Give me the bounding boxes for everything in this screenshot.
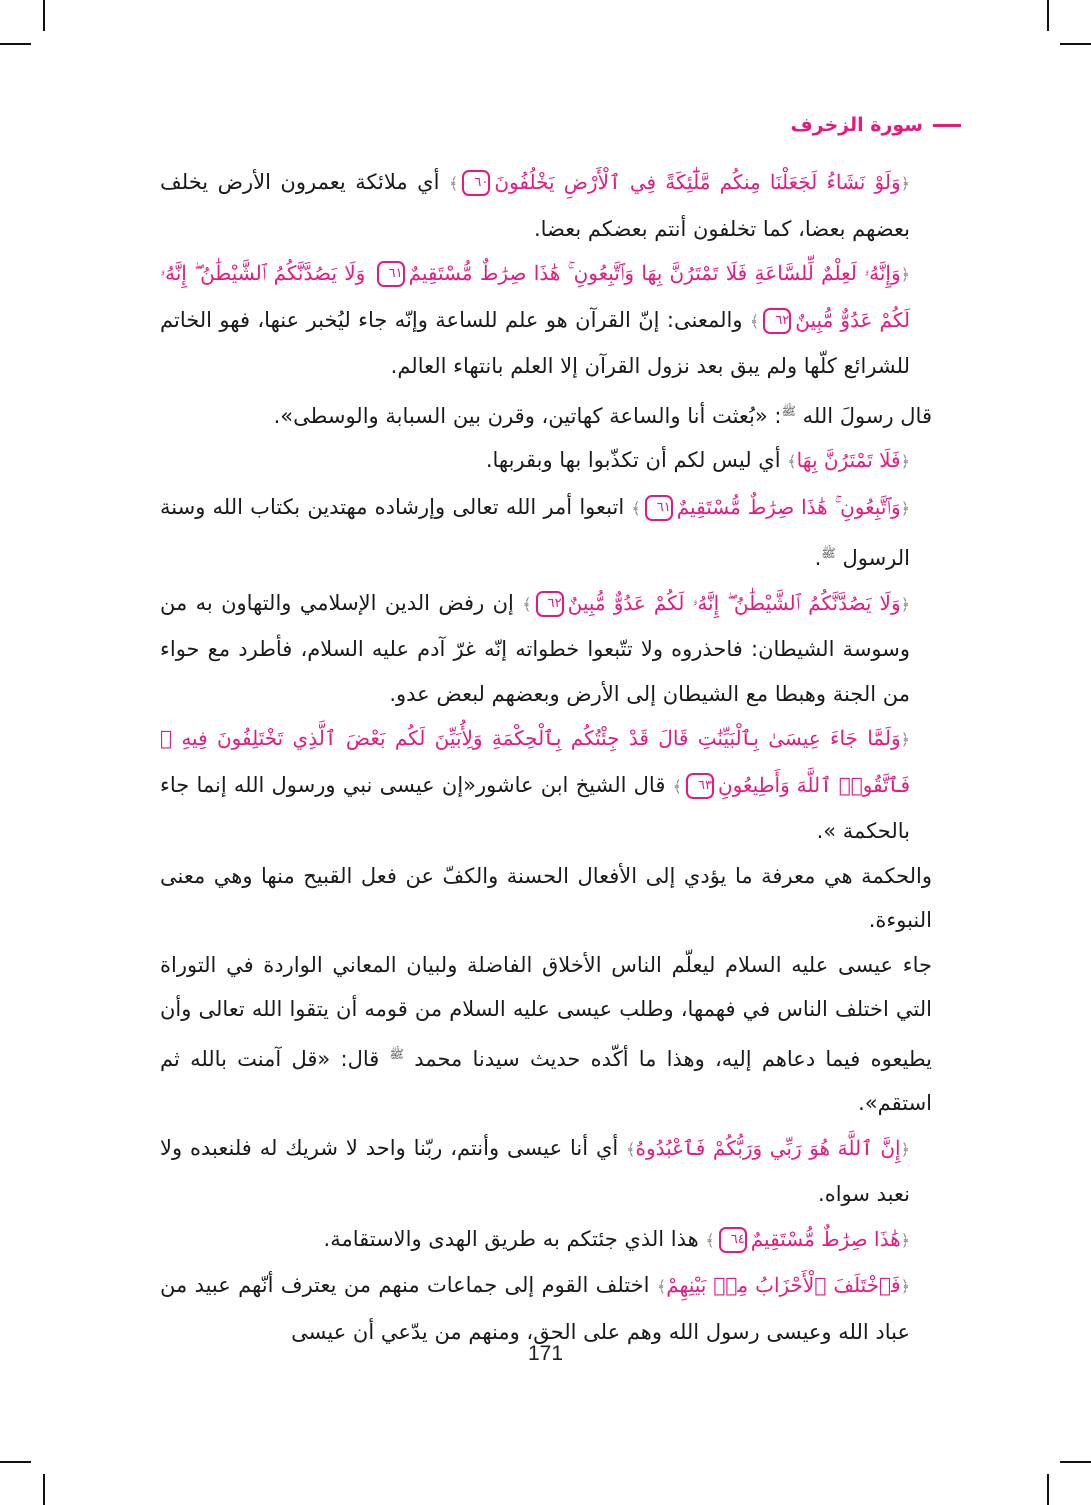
ayah-number-medallion-icon: ٦٢ (536, 591, 564, 617)
ornate-bracket-open-icon: ﴿ (900, 452, 910, 471)
quran-verse: إِنَّ ٱللَّهَ هُوَ رَبِّي وَرَبُّكُمْ فَٱعْبُدُوهُ (635, 1135, 901, 1160)
quran-verse: وَإِنَّهُۥ لَعِلْمٌ لِّلسَّاعَةِ فَلَا تَمْتَرُنَّ بِهَا وَٱتَّبِعُونِ ۚ هَٰذَا صِرَٰطٌ مُّسْتَقِيمٌ (408, 261, 901, 285)
paragraph (160, 389, 932, 439)
paragraph (160, 438, 932, 485)
ornate-bracket-close-icon: ﴾ (749, 311, 760, 331)
running-header (791, 114, 961, 136)
ornate-bracket-close-icon: ﴾ (448, 174, 459, 193)
ayah-number-medallion-icon: ٦١ (377, 261, 405, 287)
commentary-text: والحكمة هي معرفة ما يؤدي إلى الأفعال الحسنة والكفّ عن فعل القبيح منها وهي معنى النبوءة. (160, 863, 932, 932)
ornate-bracket-close-icon: ﴾ (626, 1139, 636, 1159)
paragraph (160, 581, 932, 717)
ayah-number-medallion-icon: ٦٠ (462, 170, 490, 196)
salutation-ligature-icon: ﷺ (781, 403, 796, 418)
ornate-bracket-close-icon: ﴾ (631, 498, 641, 518)
commentary-text: جاء عيسى عليه السلام ليعلّم الناس الأخلاق الفاضلة ولبيان المعاني الواردة في التوراة التي اختلف الناس في فهمها، وطلب عيسى عليه السلام من قومه أن يتقوا الله تعالى وأن يطيعوه فيما دعاهم إليه، وهذا ما أكّده حديث سيدنا محمد (160, 952, 932, 1071)
salutation-ligature-icon: ﷺ (389, 1046, 405, 1061)
ornate-bracket-open-icon: ﴿ (900, 730, 910, 749)
quran-verse: وَٱتَّبِعُونِ ۚ هَٰذَا صِرَٰطٌ مُّسْتَقِيمٌ (676, 494, 901, 519)
commentary-text: اختلف القوم إلى جماعات منهم من يعترف أنّهم عبيد من عباد الله وعيسى رسول الله وهم على الحق، ومنهم من يدّعي أن عيسى (160, 1273, 910, 1344)
crop-mark-top-right-horizontal (1060, 43, 1091, 45)
ornate-bracket-close-icon: ﴾ (705, 1230, 715, 1250)
quran-verse: فَلَا تَمْتَرُنَّ بِهَا (796, 448, 901, 472)
crop-mark-bottom-right-vertical (1047, 1474, 1049, 1505)
ornate-bracket-open-icon: ﴿ (900, 1230, 910, 1250)
ornate-bracket-open-icon: ﴿ (900, 265, 910, 284)
ayah-number-medallion-icon: ٦٢ (763, 308, 791, 334)
quran-verse: وَلَا يَصُدَّنَّكُمُ ٱلشَّيْطَٰنُ ۖ إِنَّهُۥ لَكُمْ عَدُوٌّ مُّبِينٌ (567, 590, 901, 615)
quran-verse: وَلَمَّا جَاءَ عِيسَىٰ بِٱلْبَيِّنَٰتِ قَالَ قَدْ جِئْتُكُم بِٱلْحِكْمَةِ وَلِأُبَيِّنَ لَكُم بَعْضَ ٱلَّذِي تَخْتَلِفُونَ فِيهِ ۖ فَٱتَّقُوا۟ ٱللَّهَ وَأَطِيعُونِ (160, 726, 910, 797)
commentary-text: والمعنى: إنّ القرآن هو علم للساعة وإنّه جاء ليُخبر عنها، فهو الخاتم للشرائع كلّها ولم يبق بعد نزول القرآن إلا العلم بانتهاء العالم. (160, 307, 910, 378)
crop-mark-bottom-right-horizontal (1060, 1461, 1091, 1463)
ayah-number-medallion-icon: ٦٤ (719, 1227, 747, 1253)
commentary-text: هذا الذي جئتكم به طريق الهدى والاستقامة. (323, 1226, 706, 1251)
paragraph (160, 943, 932, 1126)
paragraph (160, 485, 932, 581)
quran-verse: هَٰذَا صِرَٰطٌ مُّسْتَقِيمٌ (750, 1226, 901, 1251)
crop-mark-top-left-vertical (43, 0, 45, 31)
surah-title: سورة الزخرف (790, 114, 923, 136)
commentary-text: قال: «قل آمنت بالله ثم استقم». (160, 1046, 932, 1115)
commentary-text: قال الشيخ ابن عاشور«إن عيسى نبي ورسول الله إنما جاء بالحكمة ». (160, 772, 910, 843)
paragraph (160, 160, 932, 251)
ornate-bracket-open-icon: ﴿ (900, 498, 910, 518)
commentary-text: إن رفض الدين الإسلامي والتهاون به من وسوسة الشيطان: فاحذروه ولا تتّبعوا خطواته إنّه غرّ آدم عليه السلام، فأطرد مع حواء من الجنة وهبطا مع الشيطان إلى الأرض وبعضهم لبعض عدو. (160, 590, 910, 706)
crop-mark-bottom-left-horizontal (0, 1461, 31, 1463)
paragraph (160, 716, 932, 854)
header-rule (933, 124, 961, 127)
ornate-bracket-close-icon: ﴾ (787, 452, 797, 471)
commentary-text: أي أنا عيسى وأنتم، ربّنا واحد لا شريك له فلنعبده ولا نعبد سواه. (160, 1135, 910, 1206)
ornate-bracket-open-icon: ﴿ (900, 1277, 910, 1296)
commentary-text: : «بُعثت أنا والساعة كهاتين، وقرن بين السبابة والوسطى». (273, 403, 782, 428)
ayah-number-medallion-icon: ٦١ (645, 495, 673, 521)
commentary-text: قال رسولَ الله (795, 403, 932, 428)
crop-mark-top-right-vertical (1047, 0, 1049, 31)
quran-verse: وَلَوْ نَشَاءُ لَجَعَلْنَا مِنكُم مَّلَٰٓئِكَةً فِي ٱلْأَرْضِ يَخْلُفُونَ (494, 170, 901, 194)
ornate-bracket-close-icon: ﴾ (672, 776, 682, 796)
ornate-bracket-close-icon: ﴾ (656, 1277, 667, 1296)
paragraph (160, 1217, 932, 1264)
ornate-bracket-open-icon: ﴿ (900, 1139, 910, 1159)
commentary-text: اتبعوا أمر الله تعالى وإرشاده مهتدين بكتاب الله وسنة الرسول (160, 494, 910, 570)
page-number: 171 (527, 1342, 564, 1365)
salutation-ligature-icon: ﷺ (821, 546, 836, 560)
page-content (160, 160, 932, 1354)
ornate-bracket-open-icon: ﴿ (900, 174, 911, 193)
crop-mark-top-left-horizontal (0, 43, 31, 45)
ornate-bracket-close-icon: ﴾ (522, 594, 532, 614)
commentary-text: أي ملائكة يعمرون الأرض يخلف بعضهم بعضا، كما تخلفون أنتم بعضكم بعضا. (160, 170, 910, 241)
commentary-text: . (814, 546, 822, 570)
crop-mark-bottom-left-vertical (43, 1474, 45, 1505)
quran-verse: فَٱخْتَلَفَ ٱلْأَحْزَابُ مِنۢ بَيْنِهِمْ (666, 1273, 901, 1297)
ayah-number-medallion-icon: ٦٣ (686, 773, 714, 799)
commentary-text: أي ليس لكم أن تكذّبوا بها وبقربها. (485, 448, 788, 472)
paragraph (160, 854, 932, 943)
quran-verse: وَلَا يَصُدَّنَّكُمُ ٱلشَّيْطَٰنُ ۖ إِنَّهُۥ لَكُمْ عَدُوٌّ مُّبِينٌ (160, 261, 911, 332)
paragraph (160, 251, 932, 389)
ornate-bracket-open-icon: ﴿ (900, 594, 910, 614)
paragraph (160, 1263, 932, 1354)
paragraph (160, 1126, 932, 1217)
